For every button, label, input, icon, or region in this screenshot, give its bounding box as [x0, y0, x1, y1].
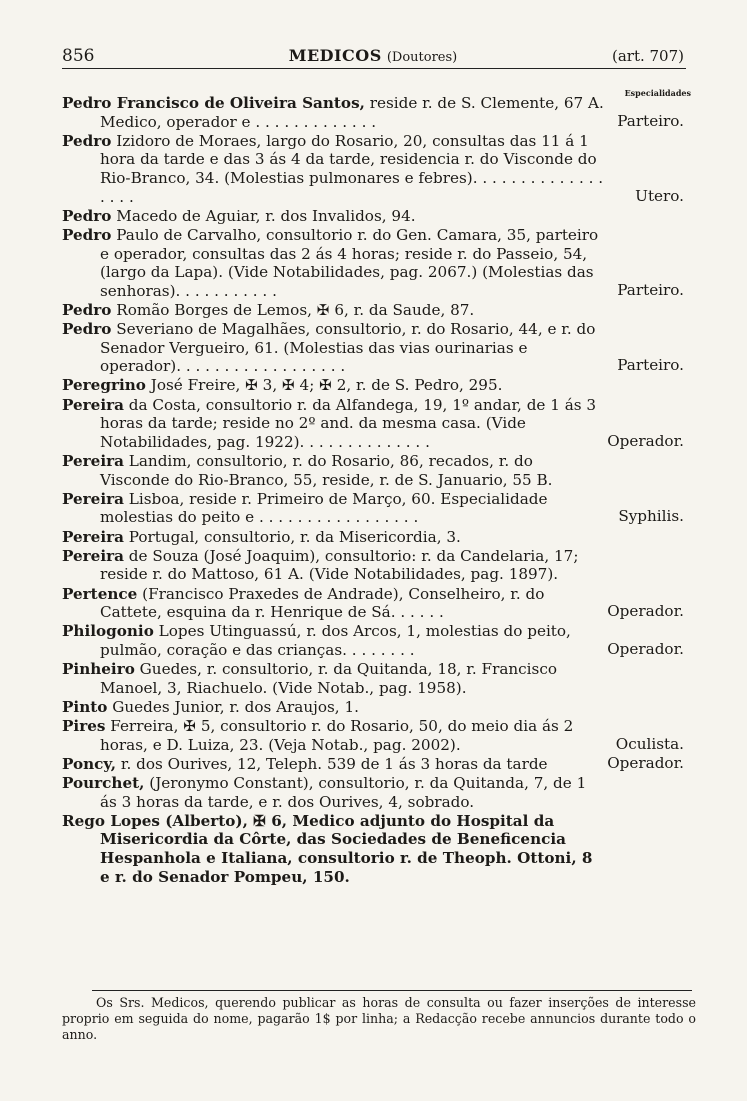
list-item: [62, 376, 684, 395]
physician-name: Pires: [62, 717, 106, 736]
physician-specialty: Parteiro.: [617, 111, 684, 130]
list-item: [62, 226, 684, 300]
physician-name: Pedro: [62, 320, 112, 339]
entry-body: [62, 585, 605, 622]
specialty-column-label: Especialidades: [624, 88, 691, 98]
physician-name: Pedro Francisco de Oliveira Santos,: [62, 94, 365, 112]
entry-body: [62, 207, 605, 226]
entry-body: [62, 717, 605, 754]
list-item: [62, 207, 684, 226]
section-title: [62, 46, 684, 65]
list-item: [62, 452, 684, 489]
entry-body: [62, 376, 605, 395]
section-title-subtitle: (Doutores): [386, 50, 458, 65]
list-item: [62, 717, 684, 754]
physician-name: Poncy,: [62, 754, 117, 773]
list-item: [62, 755, 684, 774]
physician-details: Izidoro de Moraes, largo do Rosario, 20, consultas das 11 á 1 hora da tarde e das 3 ás 4 da tarde, residencia r. do Visconde do Rio-Branco, 34. (Molestias pulmonares e febres). . . . . . . . . . . . . . . . . .: [100, 131, 604, 206]
list-item: [62, 812, 684, 886]
physician-name: Pereira: [62, 452, 124, 471]
entry-body: [62, 301, 605, 320]
entry-body: [62, 755, 605, 774]
physician-specialty: Parteiro.: [617, 280, 684, 299]
physician-specialty: Parteiro.: [617, 356, 684, 375]
list-item: [62, 774, 684, 811]
physician-details: da Costa, consultorio r. da Alfandega, 19, 1º andar, de 1 ás 3 horas da tarde; reside no 2º and. da mesma casa. (Vide Notabilidades, pag. 1922). . . . . . . . . . . . . .: [100, 395, 597, 451]
physician-name: Pinheiro: [62, 660, 135, 679]
physician-details: José Freire, ✠ 3, ✠ 4; ✠ 2, r. de S. Pedro, 295.: [150, 376, 503, 395]
physician-specialty: Operador.: [607, 431, 684, 450]
physician-details: (Francisco Praxedes de Andrade), Conselheiro, r. do Cattete, esquina da r. Henrique de Sá. . . . . .: [100, 584, 545, 622]
physician-details: Macedo de Aguiar, r. dos Invalidos, 94.: [116, 206, 416, 225]
list-item: [62, 396, 684, 452]
entry-body: [62, 94, 605, 131]
physician-details: Portugal, consultorio, r. da Misericordia, 3.: [128, 527, 461, 546]
physician-name: Pereira: [62, 527, 124, 546]
physician-specialty: Operador.: [607, 639, 684, 658]
entry-body: [62, 132, 605, 206]
physician-name: Pedro: [62, 131, 112, 150]
physician-details: Romão Borges de Lemos, ✠ 6, r. da Saude, 87.: [116, 300, 475, 319]
physician-name: Pinto: [62, 697, 108, 716]
physician-name: Pedro: [62, 300, 112, 319]
entry-body: [62, 660, 605, 697]
physician-name: Pereira: [62, 489, 124, 508]
physician-details: Landim, consultorio, r. do Rosario, 86, recados, r. do Visconde do Rio-Branco, 55, reside, r. de S. Januario, 55 B.: [100, 452, 553, 489]
entry-body: [62, 396, 605, 452]
list-item: [62, 320, 684, 376]
list-item: [62, 301, 684, 320]
list-item: [62, 490, 684, 527]
footer-note: Os Srs. Medicos, querendo publicar as horas de consulta ou fazer inserções de interesse proprio em seguida do nome, pagarão 1$ por linha; a Redacção recebe annuncios durante todo o anno.: [62, 995, 696, 1042]
entry-body: [62, 226, 605, 300]
physician-details: Paulo de Carvalho, consultorio r. do Gen. Camara, 35, parteiro e operador, consultas das 2 ás 4 horas; reside r. do Passeio, 54, (largo da Lapa). (Vide Notabilidades, pag. 2067.) (Molestias das senhoras). . . . . . . . . . .: [100, 225, 599, 300]
physician-name: Philogonio: [62, 622, 154, 641]
footer-divider: [92, 990, 692, 991]
physician-details: Severiano de Magalhães, consultorio, r. do Rosario, 44, e r. do Senador Vergueiro, 61. (Molestias das vias ourinarias e operador). . . . . . . . . . . . . . . . . .: [100, 320, 596, 376]
physician-name: Rego Lopes (Alberto), ✠ 6, Medico adjunto do Hospital da Misericordia da Côrte, das Sociedades de Beneficencia Hespanhola e Italiana, consultorio r. de Theoph. Ottoni, 8 e r. do Senador Pompeu, 150.: [62, 811, 593, 886]
physician-name: Peregrino: [62, 376, 146, 395]
physician-details: Guedes Junior, r. dos Araujos, 1.: [112, 697, 359, 716]
entry-body: [62, 622, 605, 659]
list-item: [62, 94, 684, 131]
physician-list: [62, 94, 684, 887]
entry-body: [62, 698, 605, 717]
entry-body: [62, 528, 605, 547]
list-item: [62, 528, 684, 547]
physician-details: Ferreira, ✠ 5, consultorio r. do Rosario, 50, do meio dia ás 2 horas, e D. Luiza, 23. (Veja Notab., pag. 2002).: [100, 717, 574, 754]
physician-specialty: Operador.: [607, 602, 684, 621]
article-reference: (art. 707): [611, 47, 684, 65]
physician-name: Pourchet,: [62, 774, 145, 793]
physician-name: Pedro: [62, 225, 112, 244]
physician-specialty: Oculista.: [615, 734, 684, 753]
physician-name: Pertence: [62, 584, 138, 603]
entry-body: [62, 812, 605, 886]
physician-details: r. dos Ourives, 12, Teleph. 539 de 1 ás 3 horas da tarde: [120, 754, 548, 773]
physician-details: Lisboa, reside r. Primeiro de Março, 60. Especialidade molestias do peito e . . . . . . . . . . . . . . . . .: [100, 489, 548, 527]
list-item: [62, 660, 684, 697]
entry-body: [62, 452, 605, 489]
page-header: [62, 44, 684, 68]
list-item: [62, 132, 684, 206]
page-number: 856: [62, 46, 95, 66]
list-item: [62, 698, 684, 717]
physician-details: (Jeronymo Constant), consultorio, r. da Quitanda, 7, de 1 ás 3 horas da tarde, e r. dos Ourives, 4, sobrado.: [100, 774, 587, 811]
header-divider: [62, 68, 686, 69]
physician-details: de Souza (José Joaquim), consultorio: r. da Candelaria, 17; reside r. do Mattoso, 61 A. (Vide Notabilidades, pag. 1897).: [100, 546, 579, 584]
physician-details: reside r. de S. Clemente, 67 A. Medico, operador e . . . . . . . . . . . . .: [100, 94, 604, 131]
physician-name: Pereira: [62, 395, 124, 414]
physician-specialty: Utero.: [635, 186, 684, 205]
entry-body: [62, 547, 605, 584]
entry-body: [62, 320, 605, 376]
physician-name: Pereira: [62, 546, 124, 565]
physician-specialty: Operador.: [607, 753, 684, 772]
entry-body: [62, 774, 605, 811]
entry-body: [62, 490, 605, 527]
physician-name: Pedro: [62, 206, 112, 225]
section-title-main: MEDICOS: [288, 46, 382, 65]
physician-details: Lopes Utinguassú, r. dos Arcos, 1, molestias do peito, pulmão, coração e das crianças. . . . . . . .: [100, 622, 571, 659]
list-item: [62, 547, 684, 584]
list-item: [62, 585, 684, 622]
list-item: [62, 622, 684, 659]
physician-details: Guedes, r. consultorio, r. da Quitanda, 18, r. Francisco Manoel, 3, Riachuelo. (Vide Notab., pag. 1958).: [100, 660, 557, 697]
physician-specialty: Syphilis.: [618, 507, 684, 526]
